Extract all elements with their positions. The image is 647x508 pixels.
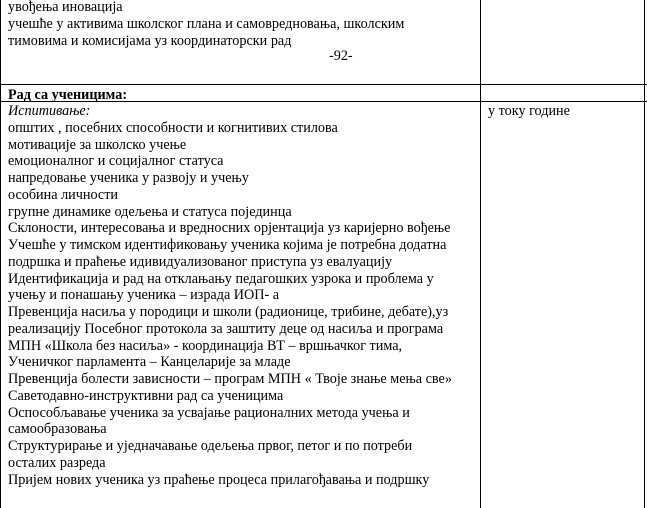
top-cell-line: тимовима и комисијама уз координаторски рад [8, 33, 292, 49]
timing-cell: у току године [488, 103, 570, 119]
list-item: емоционалног и социјалног статуса [8, 153, 224, 170]
list-item: општих , посебних способности и когнитивих стилова [8, 119, 338, 136]
list-item: Оспособљавање ученика за усвајање рационалних метода учења и [8, 404, 410, 421]
top-cell-line: увођења иновација [8, 0, 123, 15]
list-item: Структурирање и уједначавање одељења првог, петог и по потреби [8, 438, 413, 454]
list-item: Превенција болести зависности – програм МПН « Твоје знање мења све» [8, 371, 452, 387]
list-item: особина личности [8, 186, 119, 203]
list-item: Превенција насиља у породици и школи (радионице, трибине, дебате),уз [8, 304, 449, 320]
table-divider-middle-column [480, 0, 481, 508]
list-item: напредовање ученика у развоју и учењу [8, 170, 249, 186]
list-item: Пријем нових ученика уз праћење процеса прилагођавања и подршку [8, 471, 430, 488]
table-divider-right-column [644, 0, 645, 508]
list-item: Склоности, интересовања и вредносних орјентација уз каријерно вођење [8, 220, 451, 237]
list-item: осталих разреда [8, 454, 106, 471]
table-divider-left-column [0, 0, 1, 508]
list-item: Саветодавно-инструктивни рад са ученицима [8, 387, 284, 404]
page-number: -92- [329, 48, 353, 64]
list-item: Учешће у тимском идентификовању ученика којима је потребна додатна [8, 237, 447, 253]
top-cell-line: учешће у активима школског плана и самовредновања, школским [8, 16, 405, 32]
list-item: мотивације за школско учење [8, 136, 187, 153]
list-item: Ученичког парламента – Канцеларије за младе [8, 354, 291, 371]
list-item: учењу и понашању ученика – израда ИОП- а [8, 287, 280, 304]
list-item: самообразовања [8, 421, 107, 438]
intro-label: Испитивање: [8, 103, 91, 119]
section-body [8, 103, 452, 488]
table-row-border-top [0, 84, 647, 85]
list-item: групне динамике одељења и статуса појединца [8, 203, 292, 220]
list-item: Идентификација и рад на отклањању педагошких узрока и проблема у [8, 270, 434, 287]
list-item: реализацију Посебног протокола за заштиту деце од насиља и програма [8, 320, 444, 337]
section-heading: Рад са ученицима: [8, 87, 128, 103]
list-item: МПН «Школа без насиља» - координација ВТ – вршњачког тима, [8, 337, 403, 354]
list-item: подршка и праћење идивидуализованог приступа уз евалуацију [8, 253, 393, 270]
